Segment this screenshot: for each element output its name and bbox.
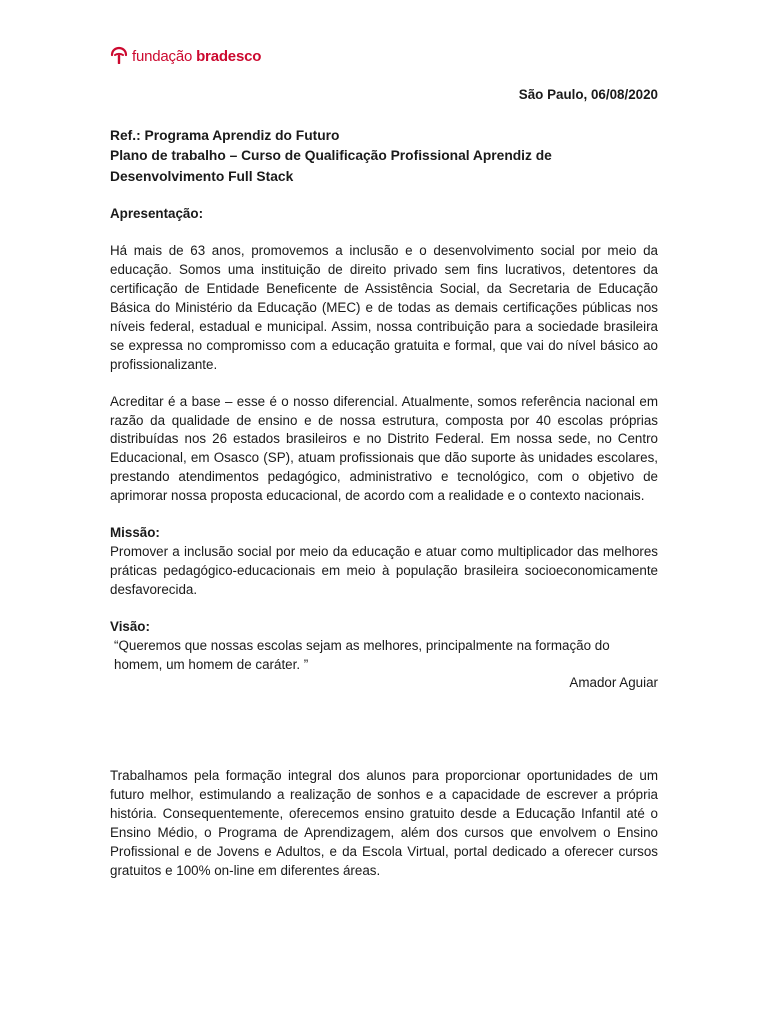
logo-word-fundacao: fundação <box>132 47 193 65</box>
apresentacao-paragraph-2: Acreditar é a base – esse é o nosso diferencial. Atualmente, somos referência nacional em razão da qualidade de ensino e de nossa estrutura, composta por 40 escolas próprias distribuídas nos 26 estados brasileiros e no Distrito Federal. Em nossa sede, no Centro Educacional, em Osasco (SP), atuam profissionais que dão suporte às unidades escolares, prestando atendimentos pedagógico, administrativo e tecnológico, com o objetivo de aprimorar nossa proposta educacional, de acordo com a realidade e o contexto nacionais. <box>110 393 658 504</box>
visao-quote: “Queremos que nossas escolas sejam as melhores, principalmente na formação do homem, um homem de caráter. ” <box>114 637 610 672</box>
reference-plan: Plano de trabalho – Curso de Qualificação Profissional Aprendiz de Desenvolvimento Full Stack <box>110 148 552 184</box>
apresentacao-title: Apresentação: <box>110 206 204 222</box>
logo-wordmark <box>132 49 261 64</box>
reference-program: Ref.: Programa Aprendiz do Futuro <box>110 127 340 143</box>
reference-block <box>110 126 658 188</box>
letter-body <box>110 86 658 881</box>
final-paragraph: Trabalhamos pela formação integral dos alunos para proporcionar oportunidades de um futuro melhor, estimulando a realização de sonhos e a capacidade de escrever a própria história. Consequentemente, oferecemos ensino gratuito desde a Educação Infantil até o Ensino Médio, o Programa de Aprendizagem, além dos cursos que envolvem o Ensino Profissional e de Jovens e Adultos, e da Escola Virtual, portal dedicado a oferecer cursos gratuitos e 100% on-line em diferentes áreas. <box>110 768 658 878</box>
fundacao-bradesco-logo <box>109 44 261 68</box>
apresentacao-paragraph-1: Há mais de 63 anos, promovemos a inclusão e o desenvolvimento social por meio da educação. Somos uma instituição de direito privado sem fins lucrativos, detentores da certificação de Entidade Beneficente de Assistência Social, da Secretaria de Educação Básica do Ministério da Educação (MEC) e de todas as demais certificações públicas nos níveis federal, estadual e municipal. Assim, nossa contribuição para a sociedade brasileira se expressa no compromisso com a educação gratuita e formal, que vai do nível básico ao profissionalizante. <box>110 243 658 372</box>
missao-title: Missão: <box>110 525 160 541</box>
missao-text: Promover a inclusão social por meio da educação e atuar como multiplicador das melhores práticas pedagógico-educacionais em meio à população brasileira socioeconomicamente desfavorecida. <box>110 544 658 597</box>
date-line: São Paulo, 06/08/2020 <box>518 87 658 102</box>
visao-author: Amador Aguiar <box>569 675 658 691</box>
visao-title: Visão: <box>110 618 150 634</box>
logo-word-bradesco: bradesco <box>196 47 262 65</box>
bradesco-tree-icon <box>109 46 129 66</box>
